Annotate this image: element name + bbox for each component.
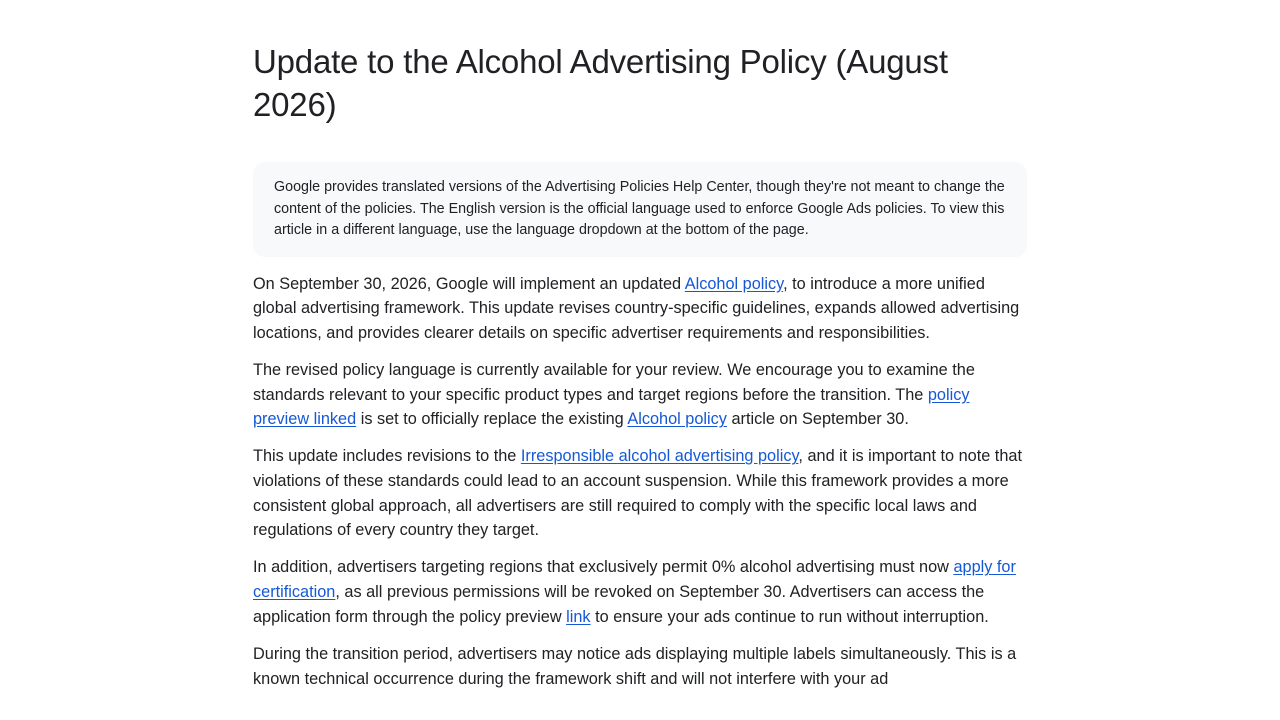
paragraph-effective-date xyxy=(253,272,1027,346)
translation-notice xyxy=(253,162,1027,257)
article xyxy=(253,40,1027,691)
irresponsible-alcohol-policy-link[interactable]: Irresponsible alcohol advertising policy xyxy=(520,447,799,466)
paragraph-text: is set to officially replace the existing xyxy=(356,410,628,429)
paragraph-text: During the transition period, advertisers may notice ads displaying multiple labels simultaneously. This is a known technical occurrence during the framework shift and will not interfere with your ad xyxy=(253,644,1017,688)
paragraph-text: In addition, advertisers targeting regions that exclusively permit 0% alcohol advertising must now xyxy=(253,558,954,577)
policy-preview-link[interactable]: policy preview linked xyxy=(253,385,970,429)
paragraph-certification xyxy=(253,555,1027,629)
existing-alcohol-policy-link[interactable]: Alcohol policy xyxy=(627,410,727,429)
paragraph-review xyxy=(253,358,1027,432)
paragraph-transition xyxy=(253,642,1027,691)
paragraph-text: to ensure your ads continue to run without interruption. xyxy=(590,607,989,626)
translation-notice-text: Google provides translated versions of the Advertising Policies Help Center, though they're not meant to change the content of the policies. The English version is the official language used to enforce Google Ads policies. To view this article in a different language, use the language dropdown at the bottom of the page. xyxy=(274,179,1005,238)
apply-for-certification-link[interactable]: apply for certification xyxy=(253,558,1016,602)
paragraph-text: The revised policy language is currently available for your review. We encourage you to examine the standards relevant to your specific product types and target regions before the transition. The xyxy=(253,360,975,404)
alcohol-policy-link[interactable]: Alcohol policy xyxy=(684,274,784,293)
paragraph-text: , as all previous permissions will be revoked on September 30. Advertisers can access the application form through the policy preview xyxy=(253,583,985,626)
paragraph-text: This update includes revisions to the xyxy=(253,447,521,466)
application-form-link[interactable]: link xyxy=(566,607,591,626)
paragraph-text: article on September 30. xyxy=(726,410,909,429)
paragraph-text: , and it is important to note that violations of these standards could lead to an account suspension. While this framework provides a more consistent global approach, all advertisers are still required to comply with the specific local laws and regulations of every country they target. xyxy=(253,447,1022,540)
paragraph-text: On September 30, 2026, Google will implement an updated xyxy=(253,274,685,293)
paragraph-irresponsible xyxy=(253,444,1027,543)
paragraph-text: , to introduce a more unified global advertising framework. This update revises country-specific guidelines, expands allowed advertising locations, and provides clearer details on specific advertiser requirements and responsibilities. xyxy=(253,274,1020,342)
page-title: Update to the Alcohol Advertising Policy (August 2026) xyxy=(253,43,948,123)
